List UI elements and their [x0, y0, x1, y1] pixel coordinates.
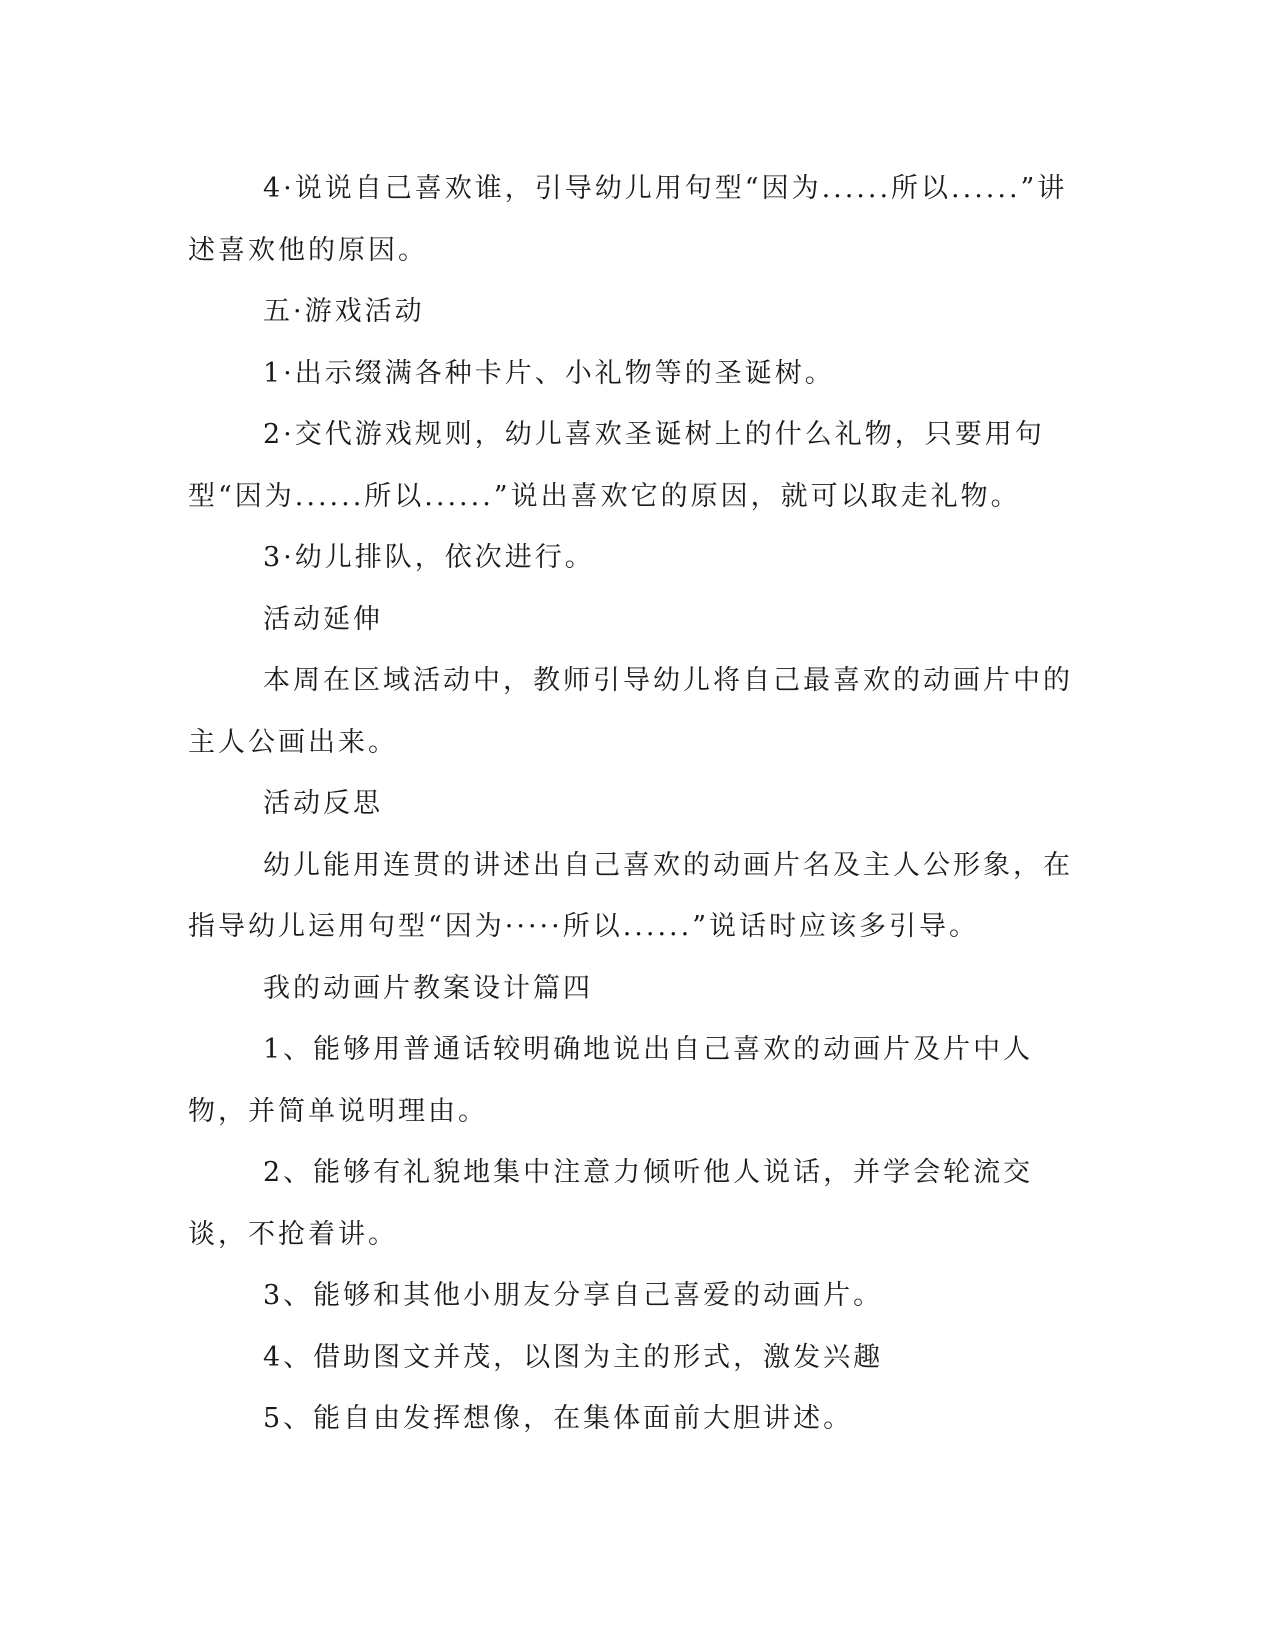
section-heading-reflection: 活动反思	[263, 788, 383, 819]
goal-item-4: 4、借助图文并茂，以图为主的形式，激发兴趣	[263, 1341, 884, 1373]
paragraph-item-2-rules: 2·交代游戏规则，幼儿喜欢圣诞树上的什么礼物，只要用句型“因为......所以......”说出喜欢它的原因，就可以取走礼物。	[188, 419, 1045, 512]
goal-item-5: 5、能自由发挥想像，在集体面前大胆讲述。	[263, 1403, 854, 1434]
paragraph-reflection: 幼儿能用连贯的讲述出自己喜欢的动画片名及主人公形象，在指导幼儿运用句型“因为·····所以......”说话时应该多引导。	[188, 849, 1073, 942]
paragraph-item-1-tree: 1·出示缀满各种卡片、小礼物等的圣诞树。	[263, 357, 835, 389]
paragraph-extension: 本周在区域活动中，教师引导幼儿将自己最喜欢的动画片中的主人公画出来。	[188, 665, 1073, 758]
section-heading-game-activity: 五·游戏活动	[263, 296, 425, 327]
section-heading-extension: 活动延伸	[263, 603, 383, 635]
document-body	[188, 158, 1088, 1450]
section-heading-part-four: 我的动画片教案设计篇四	[263, 972, 593, 1004]
goal-item-3: 3、能够和其他小朋友分享自己喜爱的动画片。	[263, 1280, 884, 1311]
goal-item-1: 1、能够用普通话较明确地说出自己喜欢的动画片及片中人物，并简单说明理由。	[188, 1034, 1034, 1127]
paragraph-item-4-reason: 4·说说自己喜欢谁，引导幼儿用句型“因为......所以......”讲述喜欢他的原因。	[188, 173, 1068, 266]
goal-item-2: 2、能够有礼貌地集中注意力倾听他人说话，并学会轮流交谈，不抢着讲。	[188, 1157, 1034, 1250]
paragraph-item-3-queue: 3·幼儿排队，依次进行。	[263, 542, 595, 573]
